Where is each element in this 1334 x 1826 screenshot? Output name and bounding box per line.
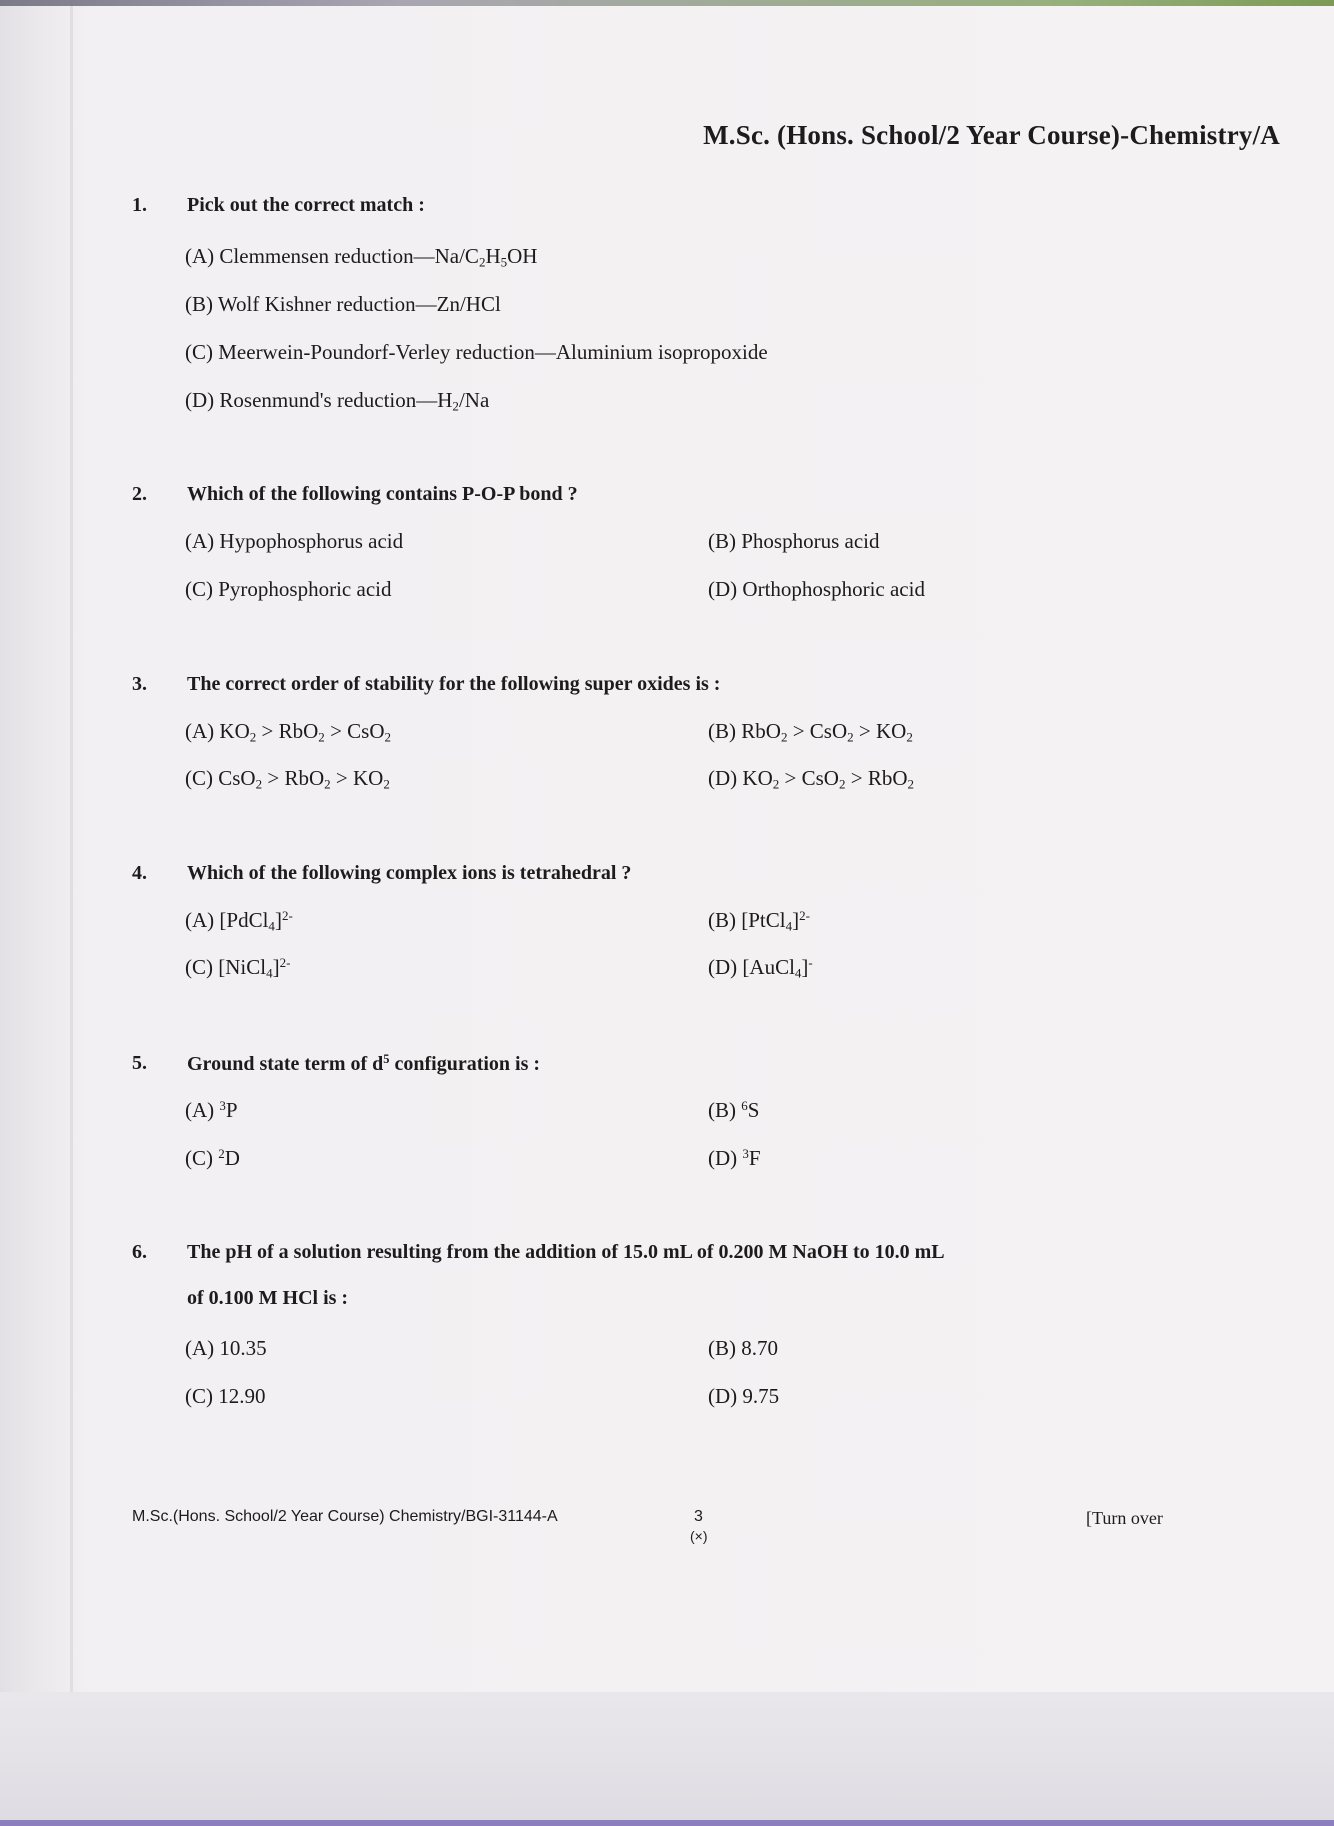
footer-mark: (×) bbox=[690, 1528, 708, 1544]
option-label: (B) bbox=[708, 529, 736, 553]
option-label: (B) bbox=[185, 292, 213, 316]
option-label: (D) bbox=[708, 577, 738, 601]
question-5-option-a bbox=[185, 1098, 238, 1123]
option-label: (B) bbox=[708, 719, 736, 743]
question-5-option-d bbox=[708, 1146, 761, 1171]
scan-bottom-shade bbox=[0, 1692, 1334, 1826]
bracket-close: ] bbox=[801, 955, 809, 980]
question-2-number: 2. bbox=[132, 483, 147, 505]
option-text-suffix: /Na bbox=[458, 388, 490, 412]
question-2-option-b bbox=[708, 529, 880, 554]
option-text-prefix: Clemmensen reduction—Na/C bbox=[219, 244, 479, 268]
option-text: Wolf Kishner reduction—Zn/HCl bbox=[217, 292, 501, 316]
question-4-option-d bbox=[708, 955, 813, 981]
complex-formula: [PdCl bbox=[219, 908, 269, 933]
option-label: (D) bbox=[708, 766, 738, 790]
option-text-mid: H bbox=[485, 244, 501, 268]
question-5-text bbox=[187, 1052, 540, 1076]
question-5-text-suffix: configuration is : bbox=[389, 1052, 541, 1075]
option-text-suffix: OH bbox=[507, 244, 538, 268]
formula-1: RbO bbox=[741, 719, 781, 743]
order-sign: > bbox=[256, 719, 279, 743]
question-3-option-c bbox=[185, 766, 390, 792]
bracket-close: ] bbox=[272, 955, 280, 980]
formula-subscript: 2 bbox=[838, 776, 846, 792]
option-label: (D) bbox=[708, 1146, 738, 1171]
question-1-option-a bbox=[185, 244, 537, 270]
question-2-option-c bbox=[185, 577, 391, 602]
question-1-option-c bbox=[185, 340, 768, 365]
page-title: M.Sc. (Hons. School/2 Year Course)-Chemistry/A bbox=[703, 120, 1280, 150]
scan-top-edge bbox=[0, 0, 1334, 6]
option-label: (A) bbox=[185, 1336, 215, 1360]
formula-subscript: 2 bbox=[772, 776, 780, 792]
formula-subscript: 2 bbox=[324, 776, 331, 792]
formula-3: KO bbox=[876, 719, 907, 743]
bracket-close: ] bbox=[274, 908, 282, 933]
formula-subscript: 4 bbox=[794, 965, 802, 981]
formula-1: KO bbox=[219, 719, 250, 743]
question-4-number: 4. bbox=[132, 862, 147, 884]
option-subscript: 2 bbox=[452, 398, 459, 414]
order-sign: > bbox=[330, 766, 354, 790]
formula-2: CsO bbox=[801, 766, 839, 790]
option-text: Phosphorus acid bbox=[741, 529, 880, 553]
term-symbol: D bbox=[224, 1146, 240, 1171]
footer-turn-over: [Turn over bbox=[1086, 1508, 1163, 1528]
charge-superscript: 2- bbox=[799, 908, 810, 923]
question-2-option-a bbox=[185, 529, 403, 554]
formula-2: RbO bbox=[278, 719, 319, 743]
order-sign: > bbox=[787, 719, 810, 743]
question-2-text: Which of the following contains P-O-P bond ? bbox=[187, 483, 578, 505]
question-5-text-prefix: Ground state term of d bbox=[187, 1052, 384, 1075]
formula-subscript: 2 bbox=[847, 729, 854, 745]
option-label: (D) bbox=[708, 955, 738, 980]
multiplicity-superscript: 3 bbox=[219, 1098, 226, 1113]
question-2-option-d bbox=[708, 577, 925, 602]
option-label: (B) bbox=[708, 1336, 736, 1360]
question-6-option-c bbox=[185, 1384, 266, 1409]
question-4-option-c bbox=[185, 955, 290, 981]
charge-superscript: - bbox=[808, 955, 813, 970]
formula-3: RbO bbox=[867, 766, 908, 790]
formula-2: CsO bbox=[809, 719, 848, 743]
question-3-text: The correct order of stability for the following super oxides is : bbox=[187, 673, 721, 695]
option-label: (C) bbox=[185, 766, 213, 790]
option-text: 12.90 bbox=[218, 1384, 266, 1408]
option-subscript: 5 bbox=[500, 254, 508, 270]
order-sign: > bbox=[324, 719, 348, 743]
formula-subscript: 4 bbox=[266, 965, 273, 981]
option-label: (C) bbox=[185, 1384, 213, 1408]
question-5-option-c bbox=[185, 1146, 240, 1171]
formula-subscript: 2 bbox=[907, 776, 915, 792]
formula-subscript: 4 bbox=[785, 918, 793, 934]
term-symbol: P bbox=[225, 1098, 238, 1123]
question-1-option-b bbox=[185, 292, 501, 317]
footer-paper-code: M.Sc.(Hons. School/2 Year Course) Chemistry/BGI-31144-A bbox=[132, 1508, 558, 1525]
question-3-number: 3. bbox=[132, 673, 147, 695]
multiplicity-superscript: 2 bbox=[218, 1146, 225, 1161]
charge-superscript: 2- bbox=[281, 908, 293, 923]
term-symbol: S bbox=[747, 1098, 760, 1123]
option-text: 8.70 bbox=[741, 1336, 778, 1360]
option-text: Hypophosphorus acid bbox=[219, 529, 404, 553]
multiplicity-superscript: 6 bbox=[741, 1098, 748, 1113]
option-label: (B) bbox=[708, 1098, 736, 1123]
formula-subscript: 2 bbox=[384, 729, 392, 745]
question-4-option-b bbox=[708, 908, 810, 934]
question-6-text-line-1: The pH of a solution resulting from the addition of 15.0 mL of 0.200 M NaOH to 10.0 mL bbox=[187, 1241, 945, 1263]
question-1-number: 1. bbox=[132, 194, 147, 216]
formula-subscript: 2 bbox=[249, 729, 257, 745]
formula-2: RbO bbox=[284, 766, 325, 790]
option-label: (D) bbox=[708, 1384, 738, 1408]
multiplicity-superscript: 3 bbox=[742, 1146, 749, 1161]
order-sign: > bbox=[262, 766, 285, 790]
question-3-option-b bbox=[708, 719, 913, 745]
question-5-superscript: 5 bbox=[383, 1052, 390, 1066]
option-label: (A) bbox=[185, 244, 215, 268]
footer-page-number: 3 bbox=[694, 1508, 703, 1525]
option-label: (C) bbox=[185, 1146, 213, 1171]
option-label: (A) bbox=[185, 719, 215, 743]
question-6-text-line-2: of 0.100 M HCl is : bbox=[187, 1287, 349, 1309]
complex-formula: [AuCl bbox=[742, 955, 795, 980]
option-label: (C) bbox=[185, 955, 213, 980]
bracket-close: ] bbox=[792, 908, 800, 933]
option-label: (A) bbox=[185, 1098, 215, 1123]
question-5-option-b bbox=[708, 1098, 759, 1123]
option-text: Orthophosphoric acid bbox=[742, 577, 925, 601]
order-sign: > bbox=[779, 766, 802, 790]
question-5-number: 5. bbox=[132, 1052, 147, 1074]
formula-subscript: 2 bbox=[383, 776, 390, 792]
charge-superscript: 2- bbox=[279, 955, 291, 970]
paper-fold-shadow bbox=[70, 0, 73, 1826]
formula-3: KO bbox=[353, 766, 384, 790]
question-6-option-d bbox=[708, 1384, 779, 1409]
order-sign: > bbox=[845, 766, 868, 790]
question-1-option-d bbox=[185, 388, 489, 414]
complex-formula: [NiCl bbox=[218, 955, 267, 980]
term-symbol: F bbox=[748, 1146, 761, 1171]
formula-subscript: 2 bbox=[906, 729, 913, 745]
option-text-prefix: Rosenmund's reduction—H bbox=[219, 388, 453, 412]
question-4-option-a bbox=[185, 908, 293, 934]
formula-1: KO bbox=[742, 766, 773, 790]
question-4-text: Which of the following complex ions is tetrahedral ? bbox=[187, 862, 632, 884]
question-6-number: 6. bbox=[132, 1241, 147, 1263]
formula-subscript: 2 bbox=[780, 729, 788, 745]
option-text: 10.35 bbox=[219, 1336, 267, 1360]
question-3-option-a bbox=[185, 719, 391, 745]
option-text: Pyrophosphoric acid bbox=[218, 577, 392, 601]
question-6-option-a bbox=[185, 1336, 267, 1361]
option-text: Meerwein-Poundorf-Verley reduction—Aluminium isopropoxide bbox=[218, 340, 768, 364]
formula-1: CsO bbox=[218, 766, 256, 790]
formula-subscript: 2 bbox=[255, 776, 263, 792]
order-sign: > bbox=[853, 719, 877, 743]
option-label: (A) bbox=[185, 908, 215, 933]
formula-subscript: 4 bbox=[268, 918, 275, 934]
formula-3: CsO bbox=[347, 719, 385, 743]
complex-formula: [PtCl bbox=[741, 908, 786, 933]
option-subscript: 2 bbox=[478, 254, 486, 270]
option-text: 9.75 bbox=[742, 1384, 780, 1408]
option-label: (A) bbox=[185, 529, 215, 553]
question-1-text: Pick out the correct match : bbox=[187, 194, 425, 216]
scan-bottom-edge bbox=[0, 1820, 1334, 1826]
question-3-option-d bbox=[708, 766, 914, 792]
option-label: (D) bbox=[185, 388, 215, 412]
question-6-option-b bbox=[708, 1336, 778, 1361]
option-label: (C) bbox=[185, 340, 213, 364]
option-label: (B) bbox=[708, 908, 736, 933]
option-label: (C) bbox=[185, 577, 213, 601]
formula-subscript: 2 bbox=[318, 729, 325, 745]
